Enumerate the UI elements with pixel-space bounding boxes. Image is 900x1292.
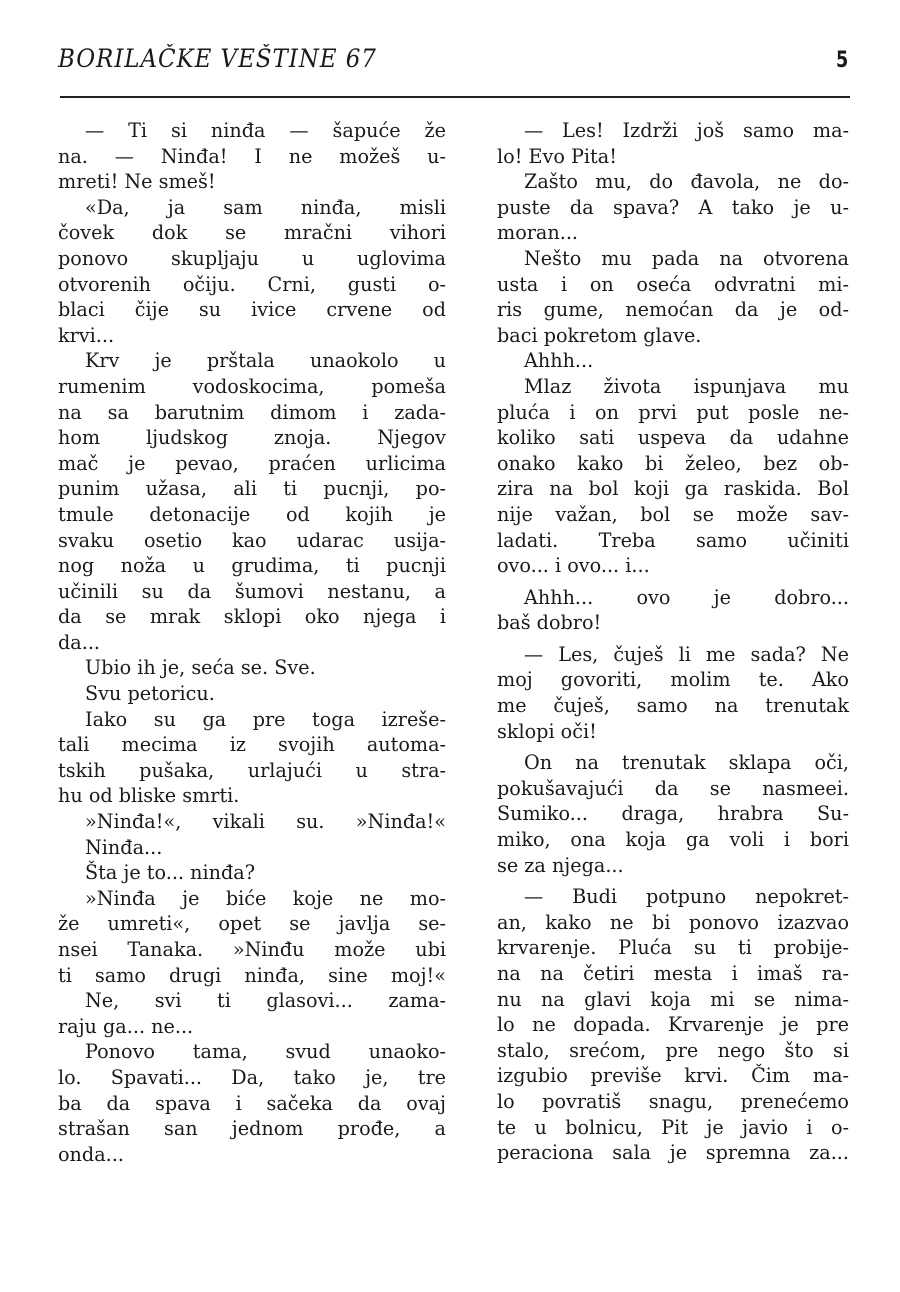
magazine-title: BORILAČKE VEŠTINE 67 xyxy=(58,44,377,73)
text-line: usta i on oseća odvratni mi- xyxy=(497,272,849,296)
text-line: lo! Evo Pita! xyxy=(497,144,617,168)
text-line: krvarenje. Pluća su ti probije- xyxy=(497,936,849,960)
text-line: — Les, čuješ li me sada? Ne xyxy=(524,642,849,666)
text-line: puste da spava? A tako je u- xyxy=(497,195,849,219)
text-line: otvorenih očiju. Crni, gusti o- xyxy=(58,272,446,296)
text-line: moran... xyxy=(497,221,579,245)
text-line: ponovo skupljaju u uglovima xyxy=(58,246,446,270)
text-line: peraciona sala je spremna za... xyxy=(497,1141,849,1165)
text-line: mreti! Ne smeš! xyxy=(58,170,216,194)
text-line: blaci čije su ivice crvene od xyxy=(58,298,446,322)
text-line: onda... xyxy=(58,1142,124,1166)
text-line: lo povratiš snagu, prenećemo xyxy=(497,1089,849,1113)
left-column xyxy=(58,118,446,1167)
text-line: hu od bliske smrti. xyxy=(58,784,240,808)
text-line: nsei Tanaka. »Ninđu može ubi xyxy=(58,938,446,961)
text-line: lo ne dopada. Krvarenje je pre xyxy=(497,1013,849,1037)
text-line: Ne, svi ti glasovi... zama- xyxy=(85,989,446,1013)
text-line: — Les! Izdrži još samo ma- xyxy=(524,119,849,142)
text-line: Ahhh... xyxy=(524,349,594,373)
text-line: On na trenutak sklapa oči, xyxy=(524,751,849,775)
right-column xyxy=(497,118,849,1166)
text-line: nog noža u grudima, ti pucnji xyxy=(58,554,446,578)
text-line: krvi... xyxy=(58,323,115,347)
text-line: rumenim vodoskocima, pomeša xyxy=(58,374,446,398)
text-line: na. — Ninđa! I ne možeš u- xyxy=(58,144,446,168)
text-line: Krv je prštala unaokolo u xyxy=(85,349,446,373)
text-line: strašan san jednom prođe, a xyxy=(58,1117,446,1141)
text-line: pluća i on prvi put posle ne- xyxy=(497,400,849,424)
text-line: svaku osetio kao udarac usija- xyxy=(58,528,446,552)
text-line: raju ga... ne... xyxy=(58,1014,194,1038)
text-line: baš dobro! xyxy=(497,611,602,635)
text-line: izgubio previše krvi. Čim ma- xyxy=(497,1064,849,1088)
header-rule xyxy=(60,96,850,98)
text-line: — Budi potpuno nepokret- xyxy=(524,885,849,909)
text-line: an, kako ne bi ponovo izazvao xyxy=(497,910,849,934)
text-line: Ubio ih je, seća se. Sve. xyxy=(85,656,316,680)
text-line: ris gume, nemoćan da je od- xyxy=(497,298,849,322)
text-line: da... xyxy=(58,630,101,654)
text-line: tali mecima iz svojih automa- xyxy=(58,733,446,757)
text-line: koliko sati uspeva da udahne xyxy=(497,426,849,450)
text-line: «Da, ja sam ninđa, misli xyxy=(85,195,446,219)
text-line: ti samo drugi ninđa, sine moj!« xyxy=(58,963,446,987)
text-line: Iako su ga pre toga izreše- xyxy=(85,707,446,731)
text-line: te u bolnicu, Pit je javio i o- xyxy=(497,1115,849,1139)
text-line: ba da spava i sačeka da ovaj xyxy=(58,1091,446,1115)
text-line: »Ninđa!«, vikali su. »Ninđa!« xyxy=(85,810,446,834)
text-line: me čuješ, samo na trenutak xyxy=(497,694,849,718)
text-line: Sumiko... draga, hrabra Su- xyxy=(497,802,849,826)
text-line: punim užasa, ali ti pucnji, po- xyxy=(58,477,446,501)
text-line: tskih pušaka, urlajući u stra- xyxy=(58,758,446,782)
text-line: tmule detonacije od kojih je xyxy=(58,502,446,526)
text-line: hom ljudskog znoja. Njegov xyxy=(58,426,446,450)
text-line: lo. Spavati... Da, tako je, tre xyxy=(58,1065,446,1089)
text-line: da se mrak sklopi oko njega i xyxy=(58,605,446,629)
text-line: Nešto mu pada na otvorena xyxy=(524,246,849,270)
text-line: baci pokretom glave. xyxy=(497,323,702,347)
text-line: čovek dok se mračni vihori xyxy=(58,221,446,245)
text-line: Ahhh... ovo je dobro... xyxy=(524,585,849,609)
text-line: nu na glavi koja mi se nima- xyxy=(497,987,849,1011)
text-line: se za njega... xyxy=(497,853,624,877)
text-line: ladati. Treba samo učiniti xyxy=(497,528,849,552)
text-line: stalo, srećom, pre nego što si xyxy=(497,1038,849,1062)
text-line: na sa barutnim dimom i zada- xyxy=(58,400,446,424)
text-line: sklopi oči! xyxy=(497,719,597,743)
text-line: Ninđa... xyxy=(85,835,163,859)
text-line: miko, ona koja ga voli i bori xyxy=(497,828,849,852)
text-line: učinili su da šumovi nestanu, a xyxy=(58,579,446,603)
text-line: mač je pevao, praćen urlicima xyxy=(58,451,446,475)
text-line: »Ninđa je biće koje ne mo- xyxy=(85,886,446,910)
text-line: na na četiri mesta i imaš ra- xyxy=(497,962,849,985)
text-line: Zašto mu, do đavola, ne do- xyxy=(524,170,849,194)
text-line: onako kako bi želeo, bez ob- xyxy=(497,451,849,475)
text-line: zira na bol koji ga raskida. Bol xyxy=(497,477,849,501)
page-number: 5 xyxy=(836,48,849,73)
text-line: Mlaz života ispunjava mu xyxy=(524,374,849,398)
text-line: Ponovo tama, svud unaoko- xyxy=(85,1040,446,1064)
text-line: Svu petoricu. xyxy=(85,682,215,706)
text-line: moj govoriti, molim te. Ako xyxy=(497,668,849,692)
text-line: že umreti«, opet se javlja se- xyxy=(58,912,446,936)
text-line: Šta je to... ninđa? xyxy=(85,861,255,885)
text-line: ovo... i ovo... i... xyxy=(497,554,650,578)
text-line: — Ti si ninđa — šapuće že xyxy=(85,119,446,142)
text-line: pokušavajući da se nasmeei. xyxy=(497,776,849,800)
text-line: nije važan, bol se može sav- xyxy=(497,502,849,526)
